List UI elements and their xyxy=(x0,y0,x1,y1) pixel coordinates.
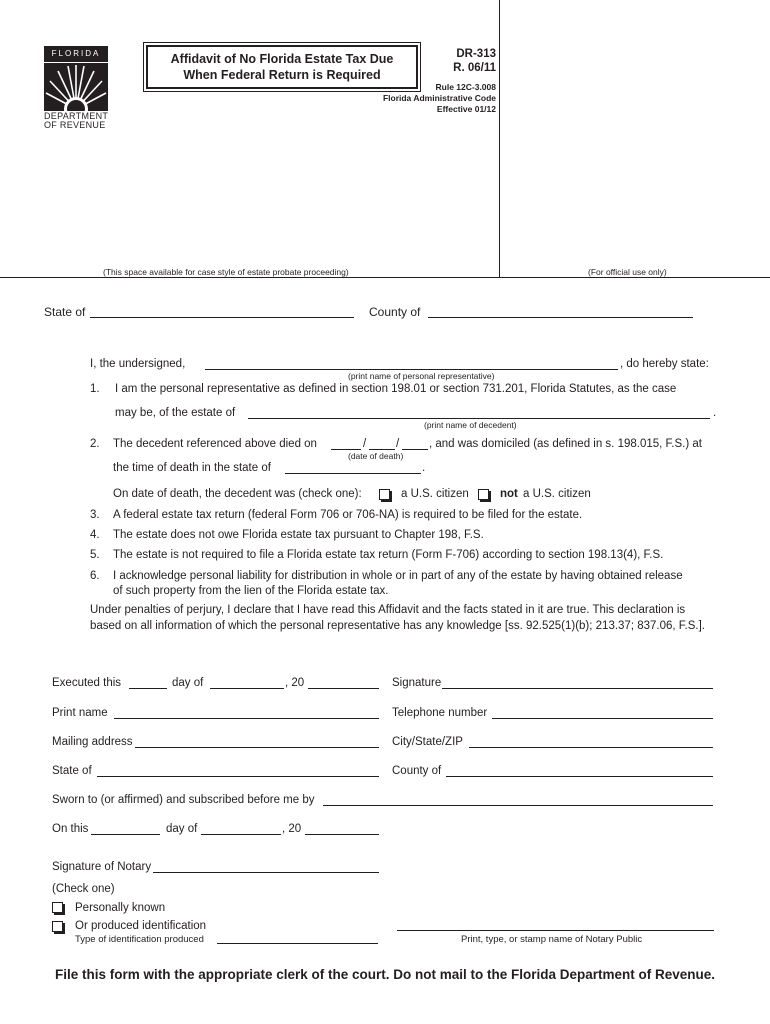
horizontal-divider xyxy=(0,277,770,278)
item-2-start: The decedent referenced above died on xyxy=(113,438,317,450)
not-label: not xyxy=(500,488,518,500)
telephone-field[interactable] xyxy=(492,718,713,719)
death-year-field[interactable] xyxy=(402,449,428,450)
effective-date: Effective 01/12 xyxy=(436,104,496,114)
produced-id-label: Or produced identification xyxy=(75,920,207,932)
personally-known-checkbox[interactable] xyxy=(52,902,63,913)
notary-year-field[interactable] xyxy=(305,834,379,835)
notary-day-of-label: day of xyxy=(166,823,198,835)
logo-dept-line2: OF REVENUE xyxy=(44,120,106,130)
date-slash-2: / xyxy=(396,438,400,450)
mailing-address-label: Mailing address xyxy=(52,736,133,748)
form-title-line1: Affidavit of No Florida Estate Tax Due xyxy=(170,52,394,66)
notary-print-name-field[interactable] xyxy=(397,930,714,931)
notary-print-caption: Print, type, or stamp name of Notary Public xyxy=(461,934,643,945)
notary-county-label: County of xyxy=(392,765,442,777)
item-6-number: 6. xyxy=(90,570,100,582)
produced-id-checkbox[interactable] xyxy=(52,921,63,932)
notary-state-label: State of xyxy=(52,765,92,777)
us-citizen-checkbox[interactable] xyxy=(379,489,390,500)
notary-state-field[interactable] xyxy=(97,776,379,777)
item-2-number: 2. xyxy=(90,438,100,450)
official-use-caption: (For official use only) xyxy=(588,267,667,277)
check-one-label: (Check one) xyxy=(52,883,115,895)
executed-this-label: Executed this xyxy=(52,677,122,689)
notary-month-field[interactable] xyxy=(201,834,281,835)
item-2-line2-end: . xyxy=(422,462,426,474)
item-6-line1: I acknowledge personal liability for distribution in whole or in part of any of the estate by having obtained release xyxy=(113,570,683,582)
sunburst-icon xyxy=(44,63,108,111)
admin-code: Florida Administrative Code xyxy=(382,93,496,103)
intro-end: , do hereby state: xyxy=(620,358,709,370)
logo-dept-line1: DEPARTMENT xyxy=(44,111,109,121)
item-2-end: , and was domiciled (as defined in s. 198.015, F.S.) at xyxy=(429,438,702,450)
item-4-text: The estate does not owe Florida estate tax pursuant to Chapter 198, F.S. xyxy=(113,529,484,541)
death-month-field[interactable] xyxy=(331,449,361,450)
case-style-caption: (This space available for case style of estate probate proceeding) xyxy=(103,267,349,277)
state-field[interactable] xyxy=(90,317,354,318)
notary-signature-label: Signature of Notary xyxy=(52,861,152,873)
item-1-end: . xyxy=(713,407,717,419)
executed-month-field[interactable] xyxy=(210,688,284,689)
citizen-question: On date of death, the decedent was (check one): xyxy=(113,488,362,500)
perjury-line2: based on all information of which the personal representative has any knowledge [ss. 92.525(1)(b); 213.37; 837.06, F.S.]. xyxy=(90,620,705,632)
filing-instructions: File this form with the appropriate clerk of the court. Do not mail to the Florida Department of Revenue. xyxy=(54,967,716,982)
executed-day-field[interactable] xyxy=(129,688,167,689)
notary-year-label: , 20 xyxy=(282,823,302,835)
item-4-number: 4. xyxy=(90,529,100,541)
personal-representative-name-field[interactable] xyxy=(205,369,618,370)
signature-label: Signature xyxy=(392,677,442,689)
form-number: DR-313 xyxy=(456,48,496,60)
intro-text: I, the undersigned, xyxy=(90,358,186,370)
decedent-name-field[interactable] xyxy=(248,418,710,419)
death-day-field[interactable] xyxy=(369,449,395,450)
executed-day-of-label: day of xyxy=(172,677,204,689)
item-2-line2: the time of death in the state of xyxy=(113,462,271,474)
form-revision: R. 06/11 xyxy=(453,62,496,74)
executed-year-label: , 20 xyxy=(285,677,305,689)
telephone-label: Telephone number xyxy=(392,707,488,719)
city-state-zip-label: City/State/ZIP xyxy=(392,736,463,748)
florida-dor-logo xyxy=(44,46,108,134)
id-type-label: Type of identification produced xyxy=(75,934,204,945)
item-5-number: 5. xyxy=(90,549,100,561)
print-name-field[interactable] xyxy=(114,718,379,719)
item-6-line2: of such property from the lien of the Florida estate tax. xyxy=(113,585,389,597)
rule-block xyxy=(340,82,496,115)
not-us-citizen-label: a U.S. citizen xyxy=(523,488,591,500)
item-1-number: 1. xyxy=(90,383,100,395)
id-type-field[interactable] xyxy=(217,943,378,944)
item-1-line1: I am the personal representative as defined in section 198.01 or section 731.201, Florida Statutes, as the case xyxy=(115,383,677,395)
notary-day-field[interactable] xyxy=(91,834,160,835)
personally-known-label: Personally known xyxy=(75,902,166,914)
county-label: County of xyxy=(369,305,421,319)
decedent-name-caption: (print name of decedent) xyxy=(424,420,517,430)
city-state-zip-field[interactable] xyxy=(469,747,713,748)
item-3-text: A federal estate tax return (federal Form 706 or 706-NA) is required to be filed for the estate. xyxy=(113,509,583,521)
rep-name-caption: (print name of personal representative) xyxy=(348,371,495,381)
mailing-address-field[interactable] xyxy=(135,747,379,748)
domicile-state-field[interactable] xyxy=(285,473,421,474)
form-number-block xyxy=(420,47,496,75)
sworn-label: Sworn to (or affirmed) and subscribed before me by xyxy=(52,794,315,806)
vertical-divider xyxy=(499,0,500,278)
date-slash-1: / xyxy=(363,438,367,450)
us-citizen-label: a U.S. citizen xyxy=(401,488,469,500)
notary-signature-field[interactable] xyxy=(153,872,379,873)
logo-state-name: FLORIDA xyxy=(44,46,108,62)
print-name-label: Print name xyxy=(52,707,108,719)
not-us-citizen-checkbox[interactable] xyxy=(478,489,489,500)
sworn-by-field[interactable] xyxy=(323,805,713,806)
rule-number: Rule 12C-3.008 xyxy=(435,82,496,92)
perjury-line1: Under penalties of perjury, I declare that I have read this Affidavit and the facts stated in it are true. This declaration is xyxy=(90,604,686,616)
item-1-line2: may be, of the estate of xyxy=(115,407,236,419)
on-this-label: On this xyxy=(52,823,89,835)
logo-department xyxy=(44,112,114,130)
form-title-line2: When Federal Return is Required xyxy=(183,68,381,82)
date-of-death-caption: (date of death) xyxy=(348,451,404,461)
county-field[interactable] xyxy=(428,317,693,318)
state-label: State of xyxy=(44,305,86,319)
executed-year-field[interactable] xyxy=(308,688,379,689)
notary-county-field[interactable] xyxy=(446,776,713,777)
signature-field[interactable] xyxy=(442,688,713,689)
item-5-text: The estate is not required to file a Florida estate tax return (Form F-706) according to section 198.13(4), F.S. xyxy=(113,549,664,561)
item-3-number: 3. xyxy=(90,509,100,521)
